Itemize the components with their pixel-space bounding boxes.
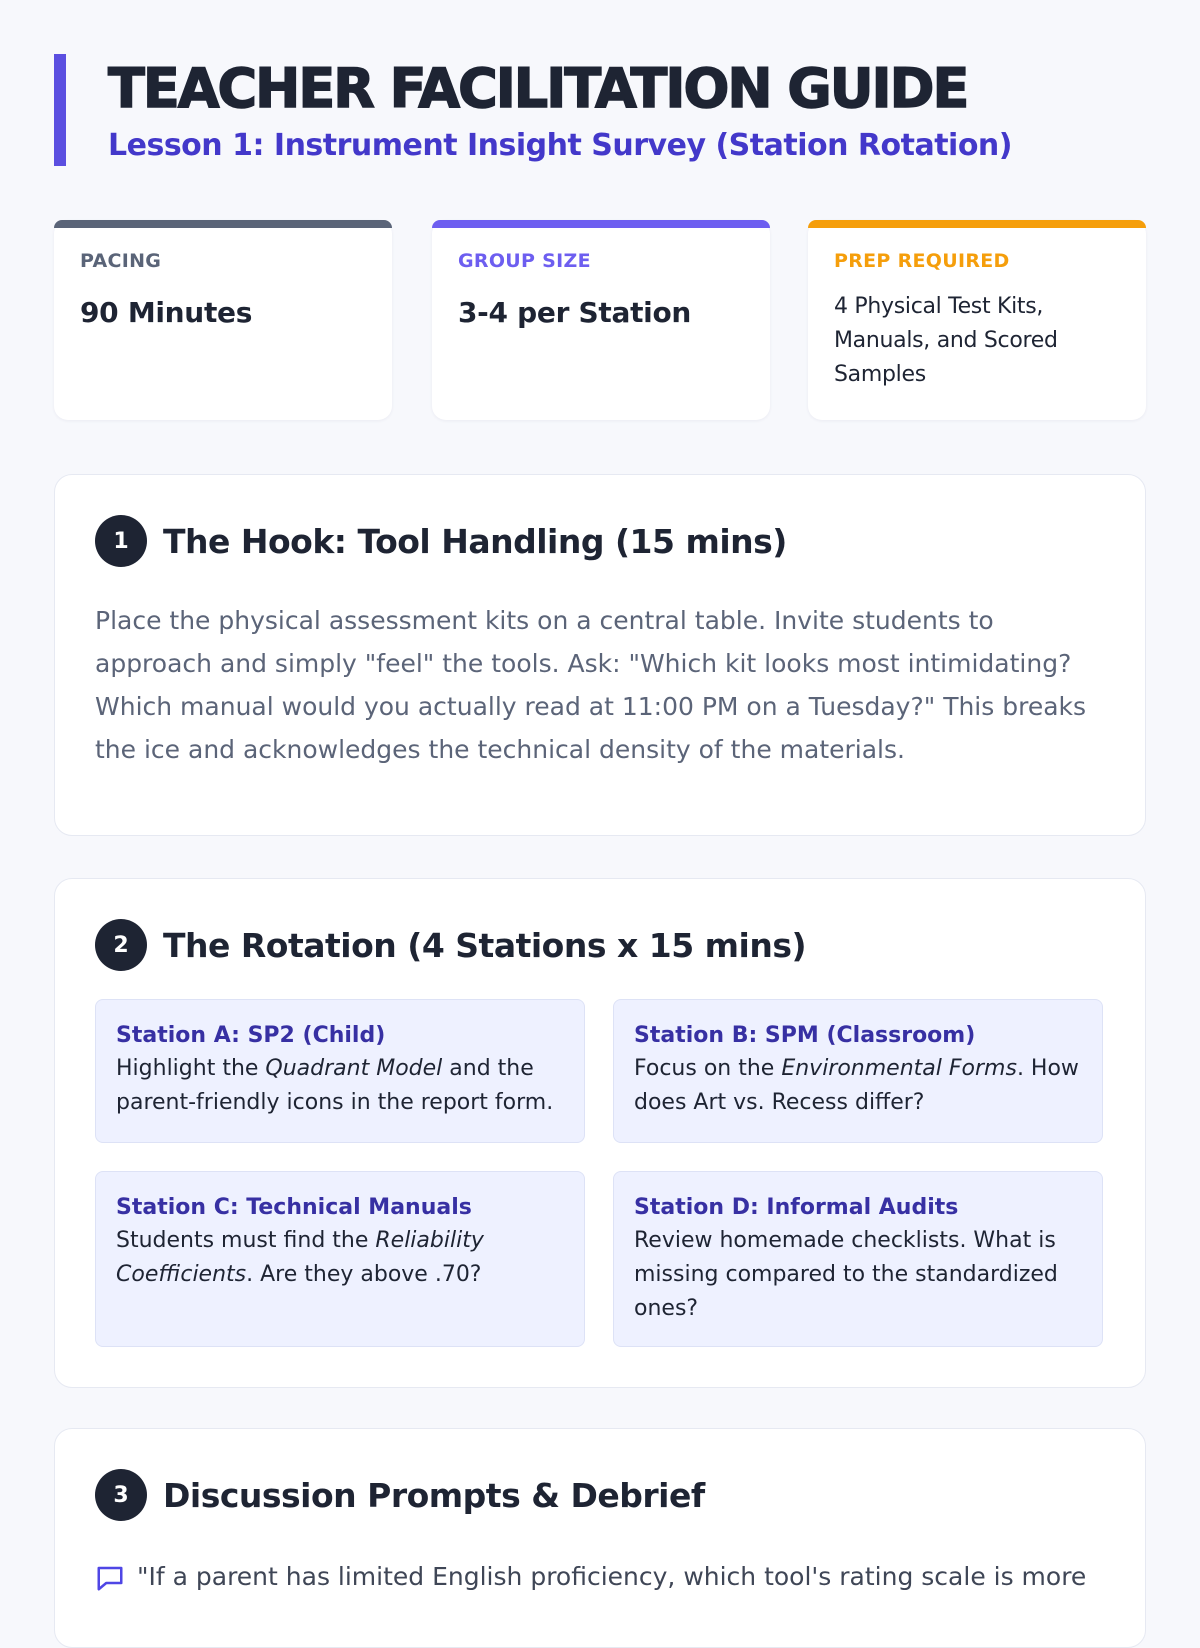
- section-discussion: [54, 1428, 1146, 1648]
- step-number-badge: 1: [95, 515, 147, 567]
- section-text: Place the physical assessment kits on a central table. Invite students to approach and simply "feel" the tools. Ask: "Which kit looks most intimidating? Which manual would you actually read at 11:00 PM on a Tuesday?" This breaks the ice and acknowledges the technical density of the materials.: [95, 606, 1087, 764]
- station-title: Station D: Informal Audits: [634, 1195, 959, 1220]
- section-title: Discussion Prompts & Debrief: [163, 1475, 705, 1515]
- section-rotation: [54, 878, 1146, 1388]
- stat-card-group-size: [432, 220, 770, 420]
- page-subtitle: Lesson 1: Instrument Insight Survey (Station Rotation): [108, 128, 1012, 163]
- station-description: Students must find the Reliability Coefficients. Are they above .70?: [116, 1228, 484, 1287]
- page-title: TEACHER FACILITATION GUIDE: [108, 57, 968, 120]
- stat-value: 90 Minutes: [80, 296, 253, 329]
- station-title: Station A: SP2 (Child): [116, 1023, 386, 1048]
- stat-card-prep-required: [808, 220, 1146, 420]
- stat-label: PREP REQUIRED: [834, 250, 1010, 272]
- station-title: Station B: SPM (Classroom): [634, 1023, 976, 1048]
- discussion-prompt: [95, 1555, 1105, 1598]
- section-header: [95, 919, 1105, 971]
- station-title: Station C: Technical Manuals: [116, 1195, 472, 1220]
- station-description: Focus on the Environmental Forms. How does Art vs. Recess differ?: [634, 1056, 1079, 1115]
- section-title: The Rotation (4 Stations x 15 mins): [163, 925, 807, 965]
- station-grid: [95, 999, 1105, 1347]
- station-description: Highlight the Quadrant Model and the parent-friendly icons in the report form.: [116, 1056, 554, 1115]
- step-number-badge: 3: [95, 1469, 147, 1521]
- station-card-c: [95, 1171, 585, 1347]
- section-hook: [54, 474, 1146, 836]
- station-card-b: [613, 999, 1103, 1143]
- section-header: [95, 1469, 1105, 1521]
- stat-value: 3-4 per Station: [458, 296, 692, 329]
- stat-label: GROUP SIZE: [458, 250, 591, 272]
- station-card-d: [613, 1171, 1103, 1347]
- step-number-badge: 2: [95, 919, 147, 971]
- section-title: The Hook: Tool Handling (15 mins): [163, 521, 787, 561]
- station-card-a: [95, 999, 585, 1143]
- section-header: [95, 515, 1105, 567]
- message-square-icon: [95, 1563, 125, 1593]
- stat-label: PACING: [80, 250, 162, 272]
- prompt-text: "If a parent has limited English proficiency, which tool's rating scale is more: [137, 1562, 1087, 1591]
- station-description: Review homemade checklists. What is missing compared to the standardized ones?: [634, 1228, 1058, 1321]
- stat-card-pacing: [54, 220, 392, 420]
- page-header: [54, 54, 1144, 166]
- stat-value: 4 Physical Test Kits, Manuals, and Scored Samples: [834, 294, 1058, 387]
